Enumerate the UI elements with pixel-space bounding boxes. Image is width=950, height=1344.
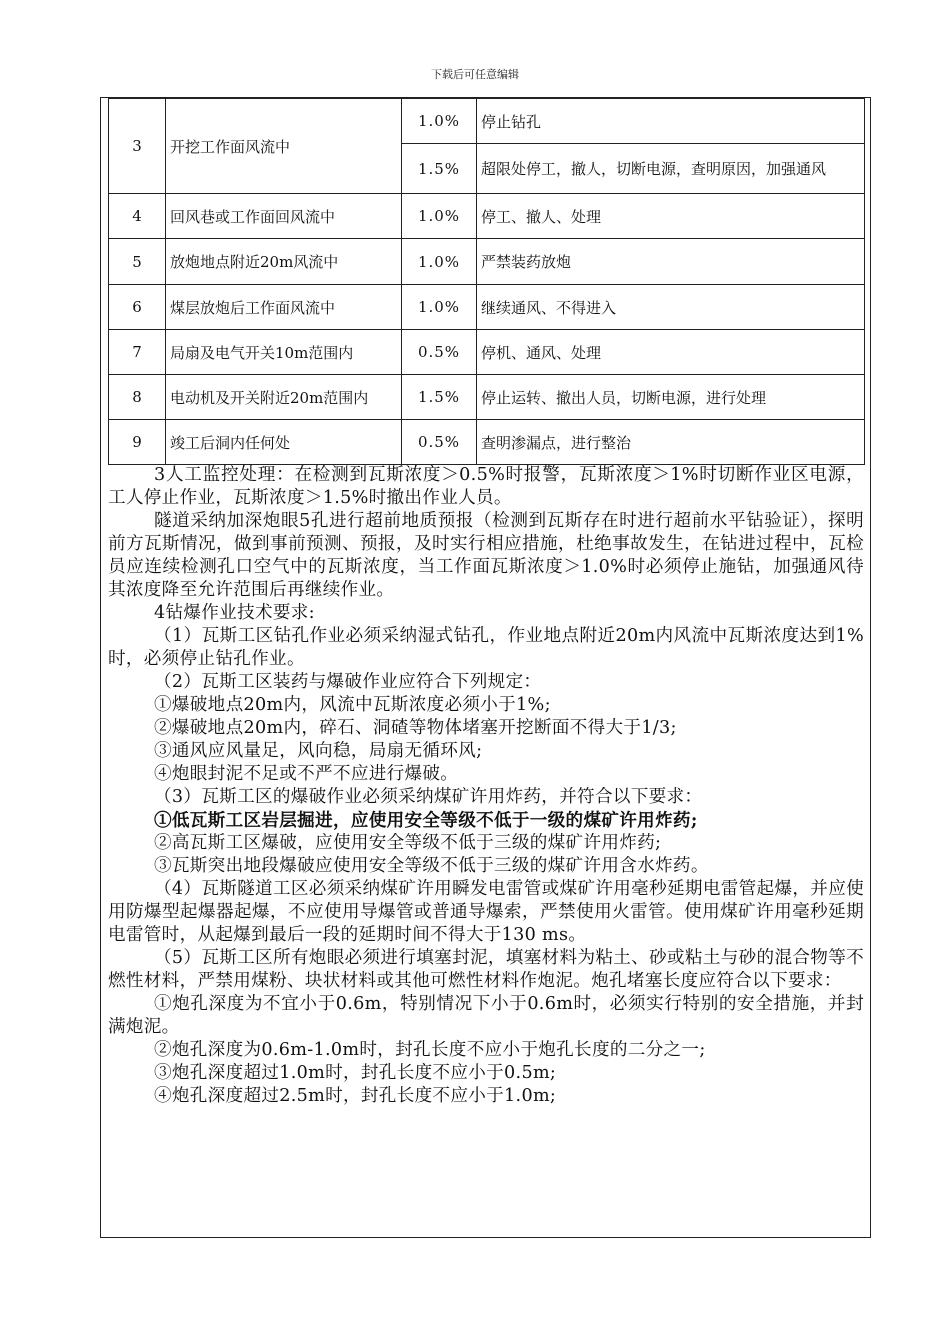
row-action: 停工、撤人、处理: [477, 194, 865, 239]
body-text: [108, 464, 864, 1108]
row-action: 超限处停工，撤人，切断电源，查明原因，加强通风: [477, 144, 865, 194]
row-location: 放炮地点附近20m风流中: [166, 239, 402, 285]
paragraph: （5）瓦斯工区所有炮眼必须进行填塞封泥，填塞材料为粘土、砂或粘土与砂的混合物等不燃性材料，严禁用煤粉、块状材料或其他可燃性材料作炮泥。炮孔堵塞长度应符合以下要求：: [108, 948, 864, 991]
list-item: ②高瓦斯工区爆破，应使用安全等级不低于三级的煤矿许用炸药;: [154, 833, 662, 853]
row-concentration: 1.0%: [402, 99, 477, 144]
table-row: [109, 285, 865, 330]
paragraph: （1）瓦斯工区钻孔作业必须采纳湿式钻孔，作业地点附近20m内风流中瓦斯浓度达到1%时，必须停止钻孔作业。: [108, 626, 864, 669]
table-row: [109, 239, 865, 285]
gas-limit-table: [108, 98, 865, 465]
section-heading: 4钻爆作业技术要求:: [154, 603, 315, 623]
row-number: 4: [109, 194, 166, 239]
row-location: 煤层放炮后工作面风流中: [166, 285, 402, 330]
row-number: 9: [109, 420, 166, 465]
list-item: ④炮孔深度超过2.5m时，封孔长度不应小于1.0m;: [154, 1086, 557, 1106]
row-location: 竣工后洞内任何处: [166, 420, 402, 465]
list-item: ②爆破地点20m内，碎石、洞碴等物体堵塞开挖断面不得大于1/3;: [154, 718, 677, 738]
row-number: 8: [109, 375, 166, 420]
paragraph: （4）瓦斯隧道工区必须采纳煤矿许用瞬发电雷管或煤矿许用毫秒延期电雷管起爆，并应使用防爆型起爆器起爆，不应使用导爆管或普通导爆索，严禁使用火雷管。使用煤矿许用毫秒延期电雷管时，从起爆到最后一段的延期时间不得大于130 ms。: [108, 879, 864, 945]
row-location: 回风巷或工作面回风流中: [166, 194, 402, 239]
row-concentration: 1.0%: [402, 239, 477, 285]
paragraph: 隧道采纳加深炮眼5孔进行超前地质预报（检测到瓦斯存在时进行超前水平钻验证），探明前方瓦斯情况，做到事前预测、预报，及时实行相应措施，杜绝事故发生，在钻进过程中，瓦检员应连续检测孔口空气中的瓦斯浓度，当工作面瓦斯浓度＞1.0%时必须停止施钻，加强通风待其浓度降至允许范围后再继续作业。: [108, 511, 864, 600]
row-location: 局扇及电气开关10m范围内: [166, 330, 402, 375]
row-action: 停机、通风、处理: [477, 330, 865, 375]
list-item: ③炮孔深度超过1.0m时，封孔长度不应小于0.5m;: [154, 1063, 557, 1083]
list-item: ②炮孔深度为0.6m-1.0m时，封孔长度不应小于炮孔长度的二分之一;: [154, 1040, 706, 1060]
row-number: 6: [109, 285, 166, 330]
table-row: [109, 375, 865, 420]
row-action: 停止运转、撤出人员，切断电源，进行处理: [477, 375, 865, 420]
paragraph: 3人工监控处理：在检测到瓦斯浓度＞0.5%时报警，瓦斯浓度＞1%时切断作业区电源，工人停止作业，瓦斯浓度＞1.5%时撤出作业人员。: [108, 465, 864, 508]
table-row: [109, 420, 865, 465]
row-action: 停止钻孔: [477, 99, 865, 144]
paragraph: （2）瓦斯工区装药与爆破作业应符合下列规定：: [154, 672, 542, 692]
row-action: 继续通风、不得进入: [477, 285, 865, 330]
row-concentration: 0.5%: [402, 330, 477, 375]
row-concentration: 1.5%: [402, 144, 477, 194]
row-number: 7: [109, 330, 166, 375]
table-row: [109, 194, 865, 239]
header-note: 下载后可任意编辑: [431, 68, 519, 81]
paragraph: （3）瓦斯工区的爆破作业必须采纳煤矿许用炸药，并符合以下要求：: [154, 787, 703, 807]
row-location: 开挖工作面风流中: [166, 99, 402, 194]
list-item: ①爆破地点20m内，风流中瓦斯浓度必须小于1%;: [154, 695, 551, 715]
list-item-bold: ①低瓦斯工区岩层掘进，应使用安全等级不低于一级的煤矿许用炸药;: [154, 810, 698, 831]
row-concentration: 1.5%: [402, 375, 477, 420]
row-concentration: 1.0%: [402, 285, 477, 330]
list-item: ①炮孔深度为不宜小于0.6m，特别情况下小于0.6m时，必须实行特别的安全措施，并封满炮泥。: [108, 994, 864, 1037]
table-row: [109, 330, 865, 375]
list-item: ④炮眼封泥不足或不严不应进行爆破。: [154, 764, 459, 784]
row-action: 严禁装药放炮: [477, 239, 865, 285]
row-action: 查明渗漏点，进行整治: [477, 420, 865, 465]
table-row: [109, 99, 865, 144]
row-number: 5: [109, 239, 166, 285]
row-concentration: 0.5%: [402, 420, 477, 465]
row-number: 3: [109, 99, 166, 194]
row-concentration: 1.0%: [402, 194, 477, 239]
list-item: ③通风应风量足，风向稳，局扇无循环风;: [154, 741, 483, 761]
row-location: 电动机及开关附近20m范围内: [166, 375, 402, 420]
list-item: ③瓦斯突出地段爆破应使用安全等级不低于三级的煤矿许用含水炸药。: [154, 856, 709, 876]
